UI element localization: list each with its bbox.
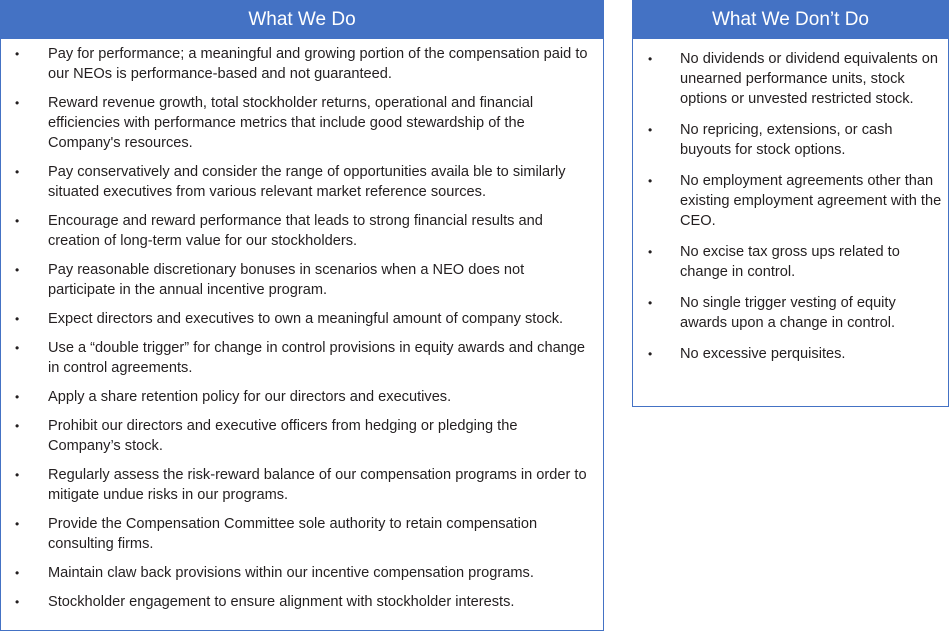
list-item-text: No dividends or dividend equivalents on unearned performance units, stock options or unvested restricted stock. bbox=[680, 51, 938, 107]
list-item-text: Reward revenue growth, total stockholder returns, operational and financial efficiencies with performance metrics that include good stewardship of the Company's resources. bbox=[48, 95, 534, 151]
what-we-dont-do-title: What We Don’t Do bbox=[633, 1, 948, 39]
list-item-text: Maintain claw back provisions within our incentive compensation programs. bbox=[48, 565, 534, 581]
what-we-dont-do-list bbox=[633, 39, 948, 364]
list-item-text: No employment agreements other than existing employment agreement with the CEO. bbox=[680, 173, 942, 229]
list-item-text: Prohibit our directors and executive officers from hedging or pledging the Company’s stock. bbox=[48, 418, 518, 454]
list-item-text: No excise tax gross ups related to change in control. bbox=[680, 244, 900, 280]
list-item-text: Pay reasonable discretionary bonuses in scenarios when a NEO does not participate in the annual incentive program. bbox=[48, 262, 525, 298]
bullet-icon: • bbox=[15, 468, 20, 482]
bullet-icon: • bbox=[15, 517, 20, 531]
list-item-text: Stockholder engagement to ensure alignment with stockholder interests. bbox=[48, 594, 515, 610]
list-item bbox=[633, 171, 948, 231]
list-item bbox=[1, 416, 603, 456]
list-item-text: Encourage and reward performance that leads to strong financial results and creation of long-term value for our stockholders. bbox=[48, 213, 543, 249]
list-item-text: Expect directors and executives to own a meaningful amount of company stock. bbox=[48, 311, 564, 327]
list-item bbox=[1, 260, 603, 300]
list-item bbox=[633, 293, 948, 333]
bullet-icon: • bbox=[648, 174, 653, 188]
list-item-text: No single trigger vesting of equity awards upon a change in control. bbox=[680, 295, 896, 331]
bullet-icon: • bbox=[648, 245, 653, 259]
bullet-icon: • bbox=[648, 347, 653, 361]
list-item-text: Pay conservatively and consider the range of opportunities availa ble to similarly situated executives from various relevant market reference sources. bbox=[48, 164, 566, 200]
list-item-text: Use a “double trigger” for change in control provisions in equity awards and change in control agreements. bbox=[48, 340, 586, 376]
bullet-icon: • bbox=[15, 165, 20, 179]
list-item-text: Regularly assess the risk-reward balance of our compensation programs in order to mitigate undue risks in our programs. bbox=[48, 467, 587, 503]
what-we-do-title: What We Do bbox=[1, 1, 603, 39]
list-item bbox=[1, 211, 603, 251]
bullet-icon: • bbox=[15, 312, 20, 326]
list-item-text: Apply a share retention policy for our directors and executives. bbox=[48, 389, 452, 405]
bullet-icon: • bbox=[15, 214, 20, 228]
bullet-icon: • bbox=[15, 47, 20, 61]
bullet-icon: • bbox=[648, 123, 653, 137]
what-we-dont-do-panel bbox=[632, 0, 949, 407]
list-item bbox=[1, 338, 603, 378]
list-item-text: Pay for performance; a meaningful and growing portion of the compensation paid to our NEOs is performance-based and not guaranteed. bbox=[48, 46, 588, 82]
list-item bbox=[1, 93, 603, 153]
list-item bbox=[633, 49, 948, 109]
what-we-do-list bbox=[1, 39, 603, 612]
list-item bbox=[1, 387, 603, 407]
list-item bbox=[1, 44, 603, 84]
bullet-icon: • bbox=[15, 96, 20, 110]
list-item bbox=[633, 120, 948, 160]
bullet-icon: • bbox=[648, 296, 653, 310]
bullet-icon: • bbox=[15, 263, 20, 277]
list-item bbox=[1, 563, 603, 583]
list-item bbox=[633, 344, 948, 364]
bullet-icon: • bbox=[15, 341, 20, 355]
list-item bbox=[1, 465, 603, 505]
list-item bbox=[1, 592, 603, 612]
list-item bbox=[1, 514, 603, 554]
list-item-text: No repricing, extensions, or cash buyouts for stock options. bbox=[680, 122, 893, 158]
bullet-icon: • bbox=[15, 595, 20, 609]
bullet-icon: • bbox=[15, 566, 20, 580]
bullet-icon: • bbox=[15, 390, 20, 404]
bullet-icon: • bbox=[15, 419, 20, 433]
bullet-icon: • bbox=[648, 52, 653, 66]
list-item bbox=[633, 242, 948, 282]
list-item-text: No excessive perquisites. bbox=[680, 346, 846, 362]
list-item bbox=[1, 162, 603, 202]
list-item-text: Provide the Compensation Committee sole authority to retain compensation consulting firms. bbox=[48, 516, 538, 552]
list-item bbox=[1, 309, 603, 329]
